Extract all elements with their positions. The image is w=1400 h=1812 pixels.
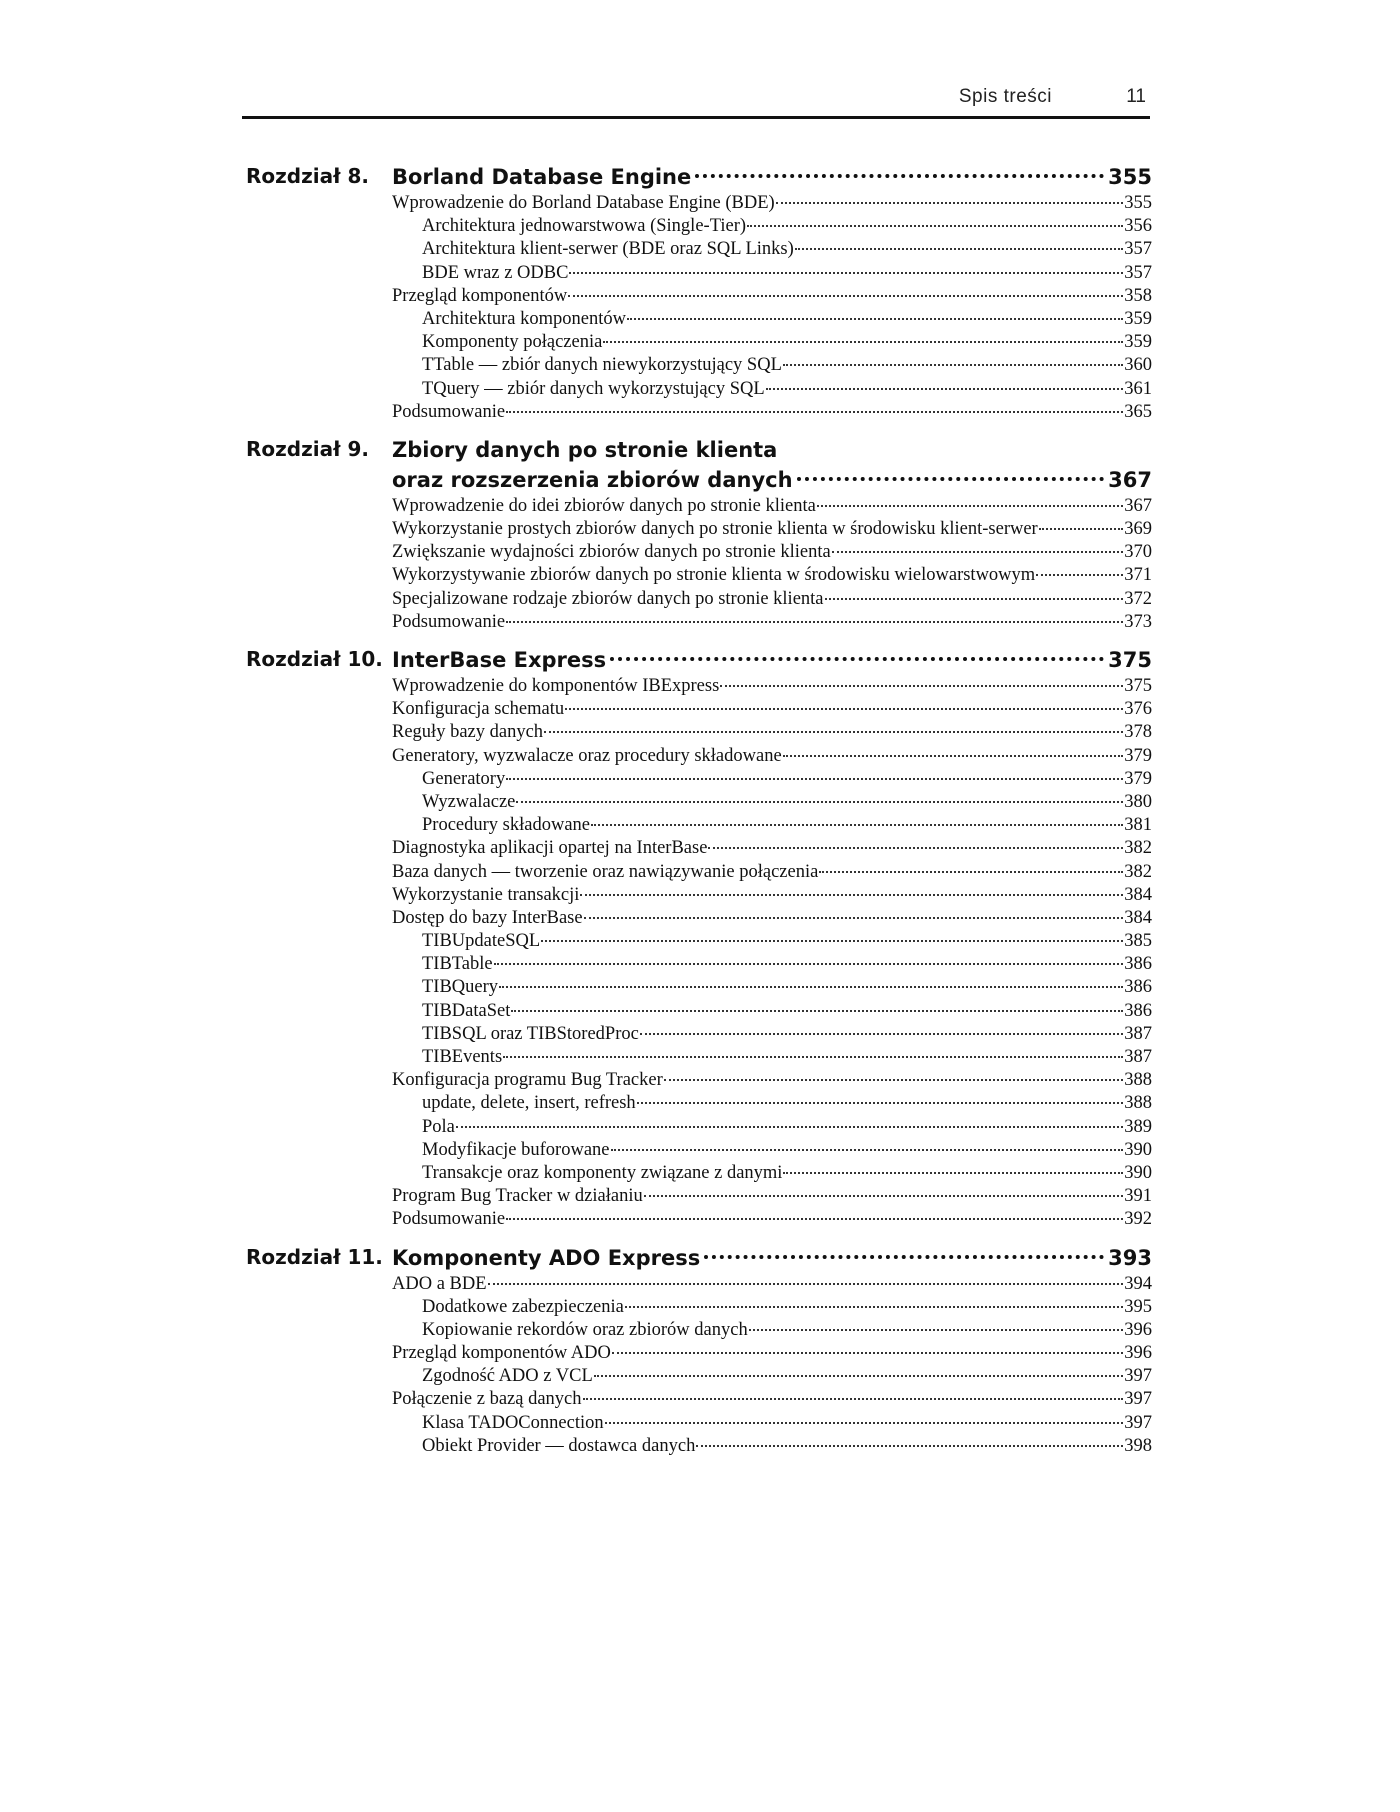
dot-leader — [637, 1102, 1124, 1104]
chapter-title-line: Zbiory danych po stronie klienta — [392, 437, 778, 462]
entry-title: update, delete, insert, refresh — [422, 1093, 636, 1114]
toc-subentry[interactable] — [422, 930, 1152, 953]
entry-title: Architektura komponentów — [422, 308, 626, 329]
entry-page-number: 379 — [1124, 768, 1152, 789]
entry-page-number: 358 — [1124, 285, 1152, 306]
entry-page-number: 373 — [1124, 611, 1152, 632]
dot-leader — [644, 1195, 1124, 1197]
dot-leader — [1039, 528, 1124, 530]
running-header — [242, 82, 1150, 119]
entry-page-number: 381 — [1124, 815, 1152, 836]
chapter-title-text: Borland Database Engine — [392, 165, 692, 189]
entry-page-number: 397 — [1124, 1412, 1152, 1433]
entry-title: Modyfikacje buforowane — [422, 1139, 610, 1160]
entry-title: TIBQuery — [422, 977, 499, 998]
chapter — [246, 162, 1152, 424]
entry-page-number: 388 — [1124, 1070, 1152, 1091]
dot-leader — [569, 272, 1123, 274]
dot-leader — [795, 248, 1123, 250]
entry-page-number: 360 — [1124, 355, 1152, 376]
header-title: Spis treści — [958, 86, 1052, 107]
dot-leader — [612, 1352, 1123, 1354]
entry-title: TIBSQL oraz TIBStoredProc — [422, 1023, 639, 1044]
entry-title: Wykorzystanie prostych zbiorów danych po stronie klienta w środowisku klient-serwer — [392, 519, 1038, 540]
dot-leader — [825, 598, 1124, 600]
chapter-label: Rozdział 10. — [246, 647, 383, 671]
dot-leader — [594, 1375, 1123, 1377]
entry-title: TIBDataSet — [422, 1000, 511, 1021]
toc-subentry[interactable] — [422, 1412, 1152, 1435]
toc-entry[interactable] — [392, 495, 1152, 518]
dot-leader — [506, 778, 1123, 780]
entry-page-number: 390 — [1124, 1162, 1152, 1183]
dot-leader — [819, 871, 1123, 873]
entry-page-number: 388 — [1124, 1093, 1152, 1114]
toc-subentry[interactable] — [422, 768, 1152, 791]
toc-subentry[interactable] — [422, 1139, 1152, 1162]
entry-page-number: 395 — [1124, 1296, 1152, 1317]
toc-subentry[interactable] — [422, 791, 1152, 814]
toc-subentry[interactable] — [422, 1046, 1152, 1069]
entry-title: Wykorzystanie transakcji — [392, 884, 580, 905]
dot-leader — [488, 1283, 1124, 1285]
toc-entry[interactable] — [392, 192, 1152, 215]
entry-title: Baza danych — tworzenie oraz nawiązywanie połączenia — [392, 861, 819, 882]
dot-leader — [817, 505, 1123, 507]
entry-page-number: 369 — [1124, 519, 1152, 540]
toc-entry[interactable] — [392, 907, 1152, 930]
toc-subentry[interactable] — [422, 814, 1152, 837]
entry-page-number: 382 — [1124, 838, 1152, 859]
entry-page-number: 386 — [1124, 954, 1152, 975]
entry-page-number: 371 — [1124, 565, 1152, 586]
entry-title: Architektura jednowarstwowa (Single-Tier) — [422, 216, 747, 237]
entry-page-number: 361 — [1124, 378, 1152, 399]
entry-page-number: 357 — [1124, 239, 1152, 260]
chapter-page-number: 393 — [1108, 1245, 1152, 1270]
dot-leader — [696, 1445, 1123, 1447]
chapter — [246, 1243, 1152, 1459]
dot-leader — [456, 1126, 1123, 1128]
entry-title: Architektura klient-serwer (BDE oraz SQL Links) — [422, 239, 794, 260]
toc-entry[interactable] — [392, 1388, 1152, 1411]
chapter-title[interactable] — [392, 1243, 1152, 1273]
dot-leader — [603, 341, 1123, 343]
entry-page-number: 370 — [1124, 542, 1152, 563]
toc-subentry[interactable] — [422, 953, 1152, 976]
dot-leader — [541, 940, 1123, 942]
dot-leader — [704, 1255, 1104, 1259]
entry-page-number: 392 — [1124, 1209, 1152, 1230]
dot-leader — [610, 657, 1104, 661]
dot-leader — [708, 847, 1123, 849]
toc-subentry[interactable] — [422, 215, 1152, 238]
dot-leader — [783, 1172, 1123, 1174]
dot-leader — [611, 1149, 1124, 1151]
entry-page-number: 356 — [1124, 216, 1152, 237]
chapter-label: Rozdział 11. — [246, 1244, 383, 1269]
entry-title: Wprowadzenie do komponentów IBExpress — [392, 676, 720, 696]
dot-leader — [664, 1079, 1123, 1081]
toc-entry[interactable] — [392, 1208, 1152, 1231]
entry-title: Zgodność ADO z VCL — [422, 1366, 593, 1387]
toc-entry[interactable] — [392, 861, 1152, 884]
dot-leader — [591, 824, 1123, 826]
entry-title: TIBEvents — [422, 1047, 503, 1067]
entry-title: Zwiększanie wydajności zbiorów danych po stronie klienta — [392, 542, 831, 563]
entry-title: Podsumowanie — [392, 401, 506, 422]
chapter-label: Rozdział 8. — [246, 164, 369, 188]
entry-page-number: 367 — [1124, 495, 1152, 516]
entry-page-number: 384 — [1124, 907, 1152, 928]
entry-title: Procedury składowane — [422, 815, 590, 836]
dot-leader — [583, 1398, 1124, 1400]
chapter-title[interactable] — [392, 645, 1152, 675]
toc-subentry[interactable] — [422, 331, 1152, 354]
entry-title: Dostęp do bazy InterBase — [392, 907, 583, 928]
chapter-title-text: InterBase Express — [392, 648, 607, 672]
entry-title: TQuery — zbiór danych wykorzystujący SQL — [422, 378, 765, 399]
entry-page-number: 387 — [1124, 1023, 1152, 1044]
dot-leader — [627, 318, 1123, 320]
toc-subentry[interactable] — [422, 378, 1152, 401]
entry-title: TTable — zbiór danych niewykorzystujący SQL — [422, 355, 782, 376]
toc-entry[interactable] — [392, 564, 1152, 587]
chapter-title-text: oraz rozszerzenia zbiorów danych — [392, 467, 793, 492]
dot-leader — [783, 364, 1123, 366]
dot-leader — [766, 388, 1124, 390]
entry-page-number: 372 — [1124, 588, 1152, 609]
toc-subentry[interactable] — [422, 1162, 1152, 1185]
entry-page-number: 386 — [1124, 1000, 1152, 1021]
toc-entry[interactable] — [392, 611, 1152, 634]
entry-page-number: 396 — [1124, 1343, 1152, 1364]
toc-subentry[interactable] — [422, 1023, 1152, 1046]
entry-page-number: 375 — [1124, 676, 1152, 696]
entry-page-number: 376 — [1124, 699, 1152, 720]
dot-leader — [499, 986, 1123, 988]
entry-title: Pola — [422, 1116, 455, 1137]
toc-entry[interactable] — [392, 721, 1152, 744]
entry-page-number: 390 — [1124, 1139, 1152, 1160]
entry-page-number: 359 — [1124, 308, 1152, 329]
toc-subentry[interactable] — [422, 354, 1152, 377]
entry-title: Wprowadzenie do Borland Database Engine (BDE) — [392, 193, 775, 213]
toc-subentry[interactable] — [422, 1435, 1152, 1458]
dot-leader — [584, 917, 1124, 919]
entry-title: Klasa TADOConnection — [422, 1412, 604, 1433]
entry-title: Specjalizowane rodzaje zbiorów danych po stronie klienta — [392, 588, 824, 609]
dot-leader — [625, 1306, 1123, 1308]
entry-page-number: 382 — [1124, 861, 1152, 882]
entry-title: Przegląd komponentów — [392, 285, 568, 306]
toc-entry[interactable] — [392, 837, 1152, 860]
entry-title: Obiekt Provider — dostawca danych — [422, 1435, 696, 1456]
dot-leader — [832, 551, 1124, 553]
dot-leader — [1036, 574, 1123, 576]
dot-leader — [511, 1010, 1123, 1012]
entry-page-number: 380 — [1124, 791, 1152, 812]
entry-title: BDE wraz z ODBC — [422, 262, 569, 283]
toc-entry[interactable] — [392, 588, 1152, 611]
dot-leader — [544, 731, 1123, 733]
entry-title: Podsumowanie — [392, 1209, 506, 1230]
entry-title: Kopiowanie rekordów oraz zbiorów danych — [422, 1319, 748, 1340]
entry-page-number: 357 — [1124, 262, 1152, 283]
toc-entry[interactable] — [392, 675, 1152, 698]
entry-title: Program Bug Tracker w działaniu — [392, 1186, 643, 1207]
toc-entry[interactable] — [392, 1185, 1152, 1208]
entry-title: Konfiguracja schematu — [392, 699, 565, 720]
entry-title: Podsumowanie — [392, 611, 506, 632]
entry-title: Przegląd komponentów ADO — [392, 1343, 611, 1364]
dot-leader — [516, 801, 1123, 803]
dot-leader — [720, 685, 1123, 687]
dot-leader — [580, 894, 1123, 896]
entry-page-number: 384 — [1124, 884, 1152, 905]
toc-subentry[interactable] — [422, 1092, 1152, 1115]
entry-page-number: 397 — [1124, 1389, 1152, 1410]
chapter-page-number: 375 — [1108, 648, 1152, 672]
toc-subentry[interactable] — [422, 976, 1152, 999]
entry-title: Połączenie z bazą danych — [392, 1389, 582, 1410]
toc-subentry[interactable] — [422, 1296, 1152, 1319]
dot-leader — [503, 1056, 1123, 1058]
entry-page-number: 359 — [1124, 332, 1152, 353]
entry-title: TIBTable — [422, 954, 493, 975]
toc-subentry[interactable] — [422, 1000, 1152, 1023]
dot-leader — [776, 202, 1124, 204]
entry-title: ADO a BDE — [392, 1273, 487, 1294]
toc-entry[interactable] — [392, 698, 1152, 721]
dot-leader — [565, 708, 1123, 710]
toc-entry[interactable] — [392, 541, 1152, 564]
toc-entry[interactable] — [392, 884, 1152, 907]
toc-entry[interactable] — [392, 1342, 1152, 1365]
dot-leader — [506, 411, 1123, 413]
dot-leader — [506, 621, 1123, 623]
toc-subentry[interactable] — [422, 262, 1152, 285]
chapter-title-text: Komponenty ADO Express — [392, 1245, 701, 1270]
entry-title: Konfiguracja programu Bug Tracker — [392, 1070, 663, 1091]
dot-leader — [494, 963, 1124, 965]
dot-leader — [747, 225, 1123, 227]
dot-leader — [695, 174, 1104, 178]
chapter — [246, 645, 1152, 1232]
toc-entry[interactable] — [392, 745, 1152, 768]
entry-page-number: 396 — [1124, 1319, 1152, 1340]
dot-leader — [605, 1422, 1124, 1424]
entry-page-number: 379 — [1124, 745, 1152, 766]
chapter-label: Rozdział 9. — [246, 436, 369, 461]
entry-title: Diagnostyka aplikacji opartej na InterBase — [392, 838, 708, 859]
toc-entry[interactable] — [392, 1273, 1152, 1296]
chapter — [246, 435, 1152, 634]
chapter-page-number: 355 — [1108, 165, 1152, 189]
entry-page-number: 365 — [1124, 401, 1152, 422]
entry-page-number: 389 — [1124, 1116, 1152, 1137]
entry-title: Wprowadzenie do idei zbiorów danych po stronie klienta — [392, 495, 816, 516]
entry-page-number: 378 — [1124, 722, 1152, 743]
toc-subentry[interactable] — [422, 308, 1152, 331]
chapter-gap — [246, 1232, 1152, 1243]
entry-page-number: 385 — [1124, 931, 1152, 952]
chapter-title[interactable] — [392, 465, 1152, 495]
entry-title: Wyzwalacze — [422, 791, 516, 812]
header-page-number: 11 — [1126, 86, 1146, 107]
entry-title: Generatory — [422, 768, 506, 789]
entry-page-number: 386 — [1124, 977, 1152, 998]
entry-title: Wykorzystywanie zbiorów danych po stronie klienta w środowisku wielowarstwowym — [392, 565, 1036, 586]
entry-page-number: 394 — [1124, 1273, 1152, 1294]
toc-subentry[interactable] — [422, 1116, 1152, 1139]
toc-subentry[interactable] — [422, 1365, 1152, 1388]
dot-leader — [749, 1329, 1124, 1331]
toc-entry[interactable] — [392, 401, 1152, 424]
table-of-contents — [246, 162, 1152, 1458]
dot-leader — [568, 295, 1123, 297]
entry-title: Reguły bazy danych — [392, 722, 544, 743]
dot-leader — [797, 477, 1105, 481]
dot-leader — [783, 755, 1124, 757]
chapter-title[interactable] — [392, 162, 1152, 192]
toc-entry[interactable] — [392, 518, 1152, 541]
entry-title: Generatory, wyzwalacze oraz procedury składowane — [392, 745, 782, 766]
entry-title: Dodatkowe zabezpieczenia — [422, 1296, 624, 1317]
entry-page-number: 387 — [1124, 1047, 1152, 1067]
entry-page-number: 397 — [1124, 1366, 1152, 1387]
chapter-gap — [246, 424, 1152, 435]
chapter-page-number: 367 — [1108, 467, 1152, 492]
toc-entry[interactable] — [392, 1069, 1152, 1092]
dot-leader — [506, 1218, 1123, 1220]
toc-subentry[interactable] — [422, 1319, 1152, 1342]
entry-page-number: 398 — [1124, 1435, 1152, 1456]
dot-leader — [640, 1033, 1123, 1035]
toc-entry[interactable] — [392, 285, 1152, 308]
entry-page-number: 355 — [1124, 193, 1152, 213]
entry-page-number: 391 — [1124, 1186, 1152, 1207]
entry-title: Transakcje oraz komponenty związane z danymi — [422, 1162, 783, 1183]
entry-title: TIBUpdateSQL — [422, 931, 541, 952]
chapter-gap — [246, 634, 1152, 645]
toc-subentry[interactable] — [422, 238, 1152, 261]
entry-title: Komponenty połączenia — [422, 332, 603, 353]
